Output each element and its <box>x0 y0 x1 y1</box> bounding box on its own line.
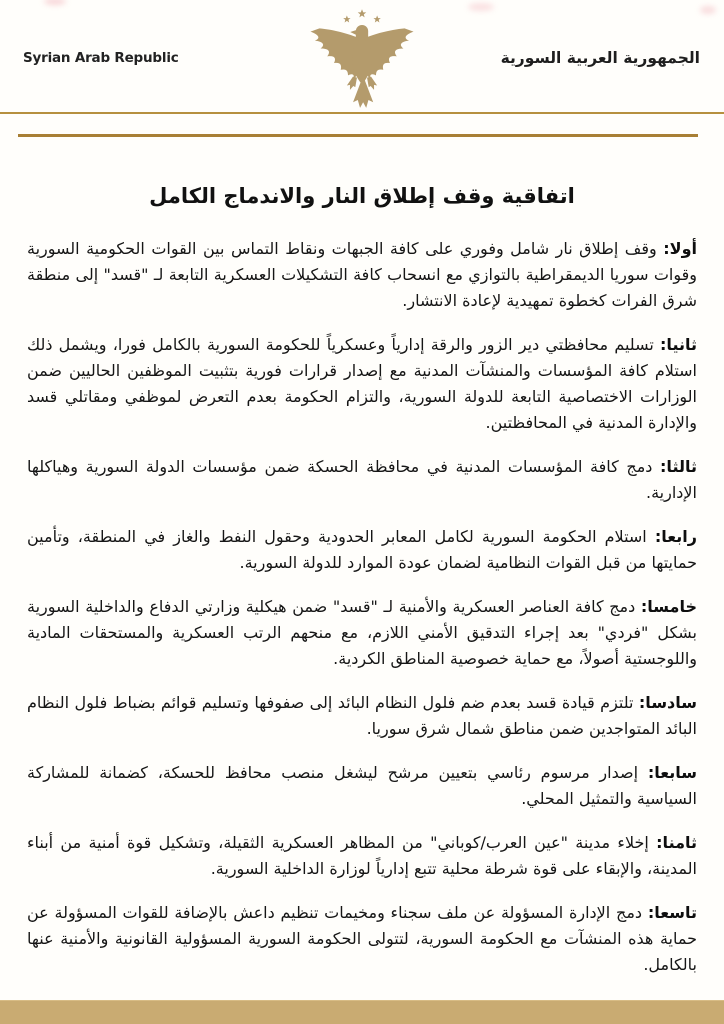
clause-7 <box>27 760 697 812</box>
clause-5 <box>27 594 697 672</box>
clause-8-label: ثامنا: <box>656 833 698 852</box>
clause-9-label: تاسعا: <box>647 903 697 922</box>
clause-8 <box>27 830 697 882</box>
letterhead <box>0 0 724 112</box>
scan-artifact <box>700 6 716 14</box>
clause-3 <box>27 454 697 506</box>
country-name-arabic: الجمهورية العربية السورية <box>500 49 700 67</box>
clause-3-label: ثالثا: <box>660 457 697 476</box>
scan-artifact <box>468 3 494 11</box>
clause-2-label: ثانيا: <box>660 335 697 354</box>
clause-9 <box>27 900 697 978</box>
clause-2 <box>27 332 697 436</box>
clause-3-text: دمج كافة المؤسسات المدنية في محافظة الحسكة ضمن مؤسسات الدولة السورية وهياكلها الإدارية. <box>27 457 697 502</box>
clause-6-text: تلتزم قيادة قسد بعدم ضم فلول النظام البائد إلى صفوفها وتسليم قوائم بضباط فلول النظام البائد المتواجدين ضمن مناطق شمال شرق سوريا. <box>27 693 697 738</box>
clause-6 <box>27 690 697 742</box>
gold-divider-top <box>0 112 724 114</box>
clause-6-label: سادسا: <box>638 693 697 712</box>
clause-7-label: سابعا: <box>647 763 697 782</box>
document-title: اتفاقية وقف إطلاق النار والاندماج الكامل <box>149 184 575 208</box>
gold-footer-band <box>0 1000 724 1024</box>
eagle-body <box>310 25 413 108</box>
clause-4-text: استلام الحكومة السورية لكامل المعابر الحدودية وحقول النفط والغاز في المنطقة، وتأمين حمايتها من قبل القوات النظامية لضمان عودة الموارد للدولة السورية. <box>27 527 697 572</box>
clause-1-label: أولا: <box>663 239 697 258</box>
clause-4-label: رابعا: <box>654 527 697 546</box>
clause-7-text: إصدار مرسوم رئاسي بتعيين مرشح ليشغل منصب محافظ للحسكة، كضمانة للمشاركة السياسية والتمثيل المحلي. <box>27 763 697 808</box>
clause-4 <box>27 524 697 576</box>
gold-divider-bottom <box>18 134 698 137</box>
clause-1 <box>27 236 697 314</box>
clause-8-text: إخلاء مدينة "عين العرب/كوباني" من المظاهر العسكرية الثقيلة، وتشكيل قوة أمنية من أبناء المدينة، والإبقاء على قوة شرطة محلية تتبع إدارياً لوزارة الداخلية السورية. <box>27 833 697 878</box>
clause-5-label: خامسا: <box>640 597 697 616</box>
clause-5-text: دمج كافة العناصر العسكرية والأمنية لـ "قسد" ضمن هيكلية وزارتي الدفاع والداخلية السورية بشكل "فردي" بعد إجراء التدقيق الأمني اللازم، مع منحهم الرتب العسكرية والمستحقات المادية واللوجستية أصولاً، مع حماية خصوصية المناطق الكردية. <box>27 597 697 668</box>
clause-1-text: وقف إطلاق نار شامل وفوري على كافة الجبهات ونقاط التماس بين القوات الحكومية السورية وقوات سوريا الديمقراطية بالتوازي مع انسحاب كافة التشكيلات العسكرية التابعة لـ "قسد" إلى منطقة شرق الفرات كخطوة تمهيدية لإعادة الانتشار. <box>27 239 697 310</box>
clause-2-text: تسليم محافظتي دير الزور والرقة إدارياً وعسكرياً للحكومة السورية بالكامل فورا، ويشمل ذلك استلام كافة المؤسسات والمنشآت المدنية مع إصدار قرارات فورية بتثبيت الموظفين الحاليين ضمن الوزارات الاختصاصية التابعة للدولة السورية، والتزام الحكومة بعدم التعرض لموظفي ومقاتلي قسد والإدارة المدنية في المحافظتين. <box>27 335 697 432</box>
country-name-english: Syrian Arab Republic <box>23 50 179 66</box>
agreement-body <box>27 168 697 994</box>
three-stars-icon <box>343 9 381 22</box>
clause-9-text: دمج الإدارة المسؤولة عن ملف سجناء ومخيمات تنظيم داعش بالإضافة للقوات المسؤولة عن حماية هذه المنشآت مع الحكومة السورية، لتتولى الحكومة السورية المسؤولية القانونية والأمنية عنها بالكامل. <box>27 903 697 974</box>
syrian-eagle-emblem <box>306 7 418 109</box>
scan-artifact <box>44 0 66 5</box>
